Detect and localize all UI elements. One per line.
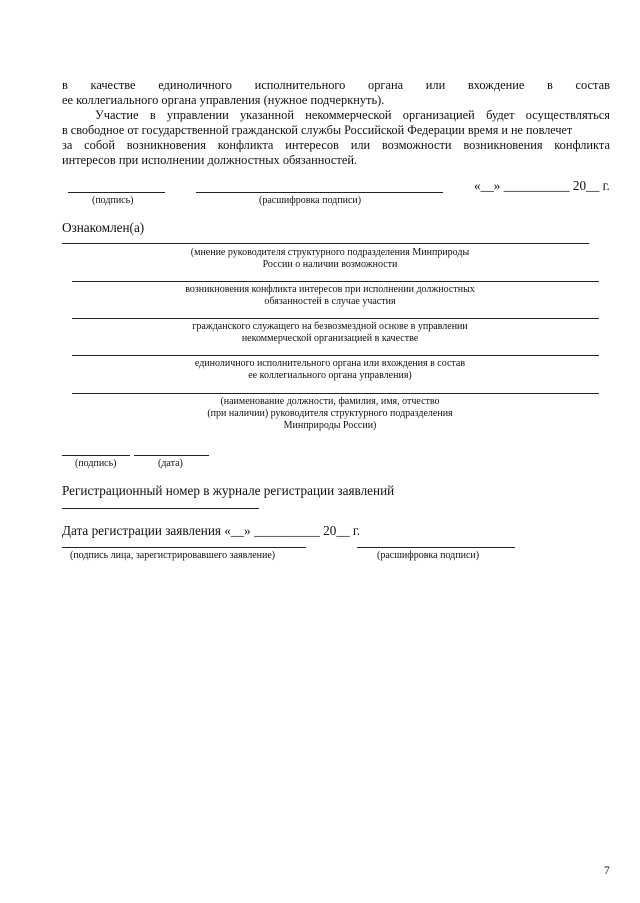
date-field: «__» __________ 20__ г. xyxy=(474,178,610,193)
intro-line-1 xyxy=(62,78,610,93)
head-caption-a: (наименование должности, фамилия, имя, отчество xyxy=(220,396,440,407)
word: исполнительного xyxy=(254,78,346,92)
registrar-decode-caption: (расшифровка подписи) xyxy=(377,550,480,561)
signature-caption: (подпись) xyxy=(92,195,134,206)
sign-caption: (подпись) xyxy=(75,458,117,469)
head-caption-b: (при наличии) руководителя структурного подразделения xyxy=(207,408,453,419)
opinion-caption-1b: России о наличии возможности xyxy=(262,259,398,270)
word: или xyxy=(350,138,371,152)
word: указанной xyxy=(239,108,294,122)
word: конфликта xyxy=(554,138,610,152)
word: вхождение xyxy=(467,78,525,92)
signature-line xyxy=(68,192,165,193)
opinion-caption-1a: (мнение руководителя структурного подразделения Минприроды xyxy=(190,247,470,258)
registrar-decode-line xyxy=(357,547,515,548)
word: или xyxy=(425,78,446,92)
opinion-line-1 xyxy=(62,243,589,244)
word: в xyxy=(149,108,156,122)
opinion-caption-2a: возникновения конфликта интересов при исполнении должностных xyxy=(185,284,475,295)
word: осуществляться xyxy=(525,108,610,122)
date-line xyxy=(134,455,209,456)
word: собой xyxy=(84,138,115,152)
page-number: 7 xyxy=(604,865,610,877)
decode-line xyxy=(196,192,443,193)
word: в xyxy=(547,78,553,92)
acquainted-label: Ознакомлен(а) xyxy=(62,220,145,235)
word: управлении xyxy=(166,108,229,122)
word: организацией xyxy=(402,108,475,122)
head-caption-c: Минприроды России) xyxy=(283,420,377,431)
registrar-caption: (подпись лица, зарегистрировавшего заявление) xyxy=(70,550,276,561)
para-line-1 xyxy=(95,108,610,123)
opinion-line-4 xyxy=(72,355,599,356)
opinion-line-3 xyxy=(72,318,599,319)
para-line-2: в свободное от государственной гражданской службы Российской Федерации время и не повлечет xyxy=(62,123,573,137)
word: единоличного xyxy=(158,78,232,92)
word: состав xyxy=(575,78,610,92)
opinion-caption-3b: некоммерческой организацией в качестве xyxy=(241,333,419,344)
opinion-line-2 xyxy=(72,281,599,282)
word: конфликта xyxy=(217,138,274,152)
word: некоммерческой xyxy=(305,108,392,122)
registration-number-line xyxy=(62,508,259,509)
opinion-caption-4b: ее коллегиального органа управления) xyxy=(248,370,412,381)
intro-line-2: ее коллегиального органа управления (нужное подчеркнуть). xyxy=(62,93,385,107)
word: будет xyxy=(486,108,515,122)
word: интересов xyxy=(285,138,339,152)
word: в xyxy=(62,78,68,92)
sign-line xyxy=(62,455,130,456)
word: возникновения xyxy=(463,138,543,152)
date-caption: (дата) xyxy=(158,458,183,469)
word: Участие xyxy=(95,108,139,122)
para-line-4: интересов при исполнении должностных обязанностей. xyxy=(62,153,358,167)
registrar-sign-line xyxy=(62,547,306,548)
word: органа xyxy=(368,78,404,92)
word: возникновения xyxy=(126,138,206,152)
registration-date-label: Дата регистрации заявления «__» __________ 20__ г. xyxy=(62,523,361,538)
opinion-caption-3a: гражданского служащего на безвозмездной основе в управлении xyxy=(192,321,468,332)
head-name-line xyxy=(72,393,599,394)
word: возможности xyxy=(381,138,452,152)
para-line-3 xyxy=(62,138,610,153)
opinion-caption-2b: обязанностей в случае участия xyxy=(264,296,396,307)
word: за xyxy=(62,138,73,152)
decode-caption: (расшифровка подписи) xyxy=(259,195,362,206)
word: качестве xyxy=(90,78,136,92)
registration-number-label: Регистрационный номер в журнале регистрации заявлений xyxy=(62,483,395,498)
opinion-caption-4a: единоличного исполнительного органа или вхождения в состав xyxy=(194,358,466,369)
